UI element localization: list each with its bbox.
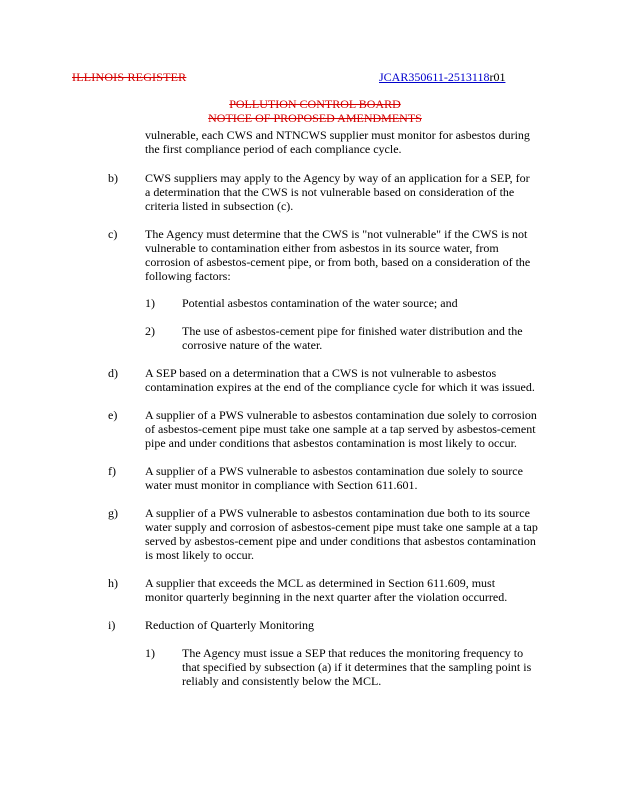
item-e-line-3: pipe and under conditions that asbestos contamination is most likely to occur. [145,436,517,450]
jcar-code: JCAR350611-2513118 [379,70,490,84]
item-g-label: g) [108,506,118,520]
item-c-line-3: corrosion of asbestos-cement pipe, or from both, based on a consideration of the [145,255,531,269]
item-c-line-1: The Agency must determine that the CWS is "not vulnerable" if the CWS is not [145,227,528,241]
jcar-suffix: r01 [489,70,506,84]
jcar-code-header [379,70,505,85]
item-d-label: d) [108,366,118,380]
item-h-label: h) [108,576,118,590]
item-g-line-3: served by asbestos-cement pipe and under conditions that asbestos contamination [145,534,536,548]
item-b-line-2: a determination that the CWS is not vulnerable based on consideration of the [145,185,515,199]
item-b-label: b) [108,171,118,185]
item-g-line-4: is most likely to occur. [145,548,254,562]
item-c2-line-2: corrosive nature of the water. [182,338,323,352]
item-c-line-2: vulnerable to contamination either from asbestos in its source water, from [145,241,499,255]
item-d-line-2: contamination expires at the end of the compliance cycle for which it was issued. [145,380,535,394]
item-h-line-2: monitor quarterly beginning in the next quarter after the violation occurred. [145,590,508,604]
item-h-line-1: A supplier that exceeds the MCL as determined in Section 611.609, must [145,576,496,590]
item-f-line-1: A supplier of a PWS vulnerable to asbestos contamination due solely to source [145,464,523,478]
item-e-label: e) [108,408,118,422]
item-g-line-1: A supplier of a PWS vulnerable to asbestos contamination due both to its source [145,506,530,520]
item-i1-line-3: reliably and consistently below the MCL. [182,674,382,688]
item-c-line-4: following factors: [145,269,231,283]
item-g-line-2: water supply and corrosion of asbestos-cement pipe must take one sample at a tap [145,520,538,534]
item-b-line-3: criteria listed in subsection (c). [145,199,294,213]
item-f-label: f) [108,464,116,478]
register-header: ILLINOIS REGISTER [72,70,187,84]
item-b-line-1: CWS suppliers may apply to the Agency by way of an application for a SEP, for [145,171,530,185]
item-i1-label: 1) [145,646,155,660]
item-f-line-2: water must monitor in compliance with Section 611.601. [145,478,418,492]
continuation-line-2: the first compliance period of each compliance cycle. [145,142,402,156]
item-i-line-1: Reduction of Quarterly Monitoring [145,618,314,632]
item-i1-line-2: that specified by subsection (a) if it determines that the sampling point is [182,660,532,674]
board-title: POLLUTION CONTROL BOARD [229,97,401,111]
item-c1-line-1: Potential asbestos contamination of the water source; and [182,296,458,310]
item-i1-line-1: The Agency must issue a SEP that reduces the monitoring frequency to [182,646,524,660]
item-i-label: i) [108,618,116,632]
item-c2-label: 2) [145,324,155,338]
item-e-line-2: of asbestos-cement pipe must take one sample at a tap served by asbestos-cement [145,422,536,436]
item-c2-line-1: The use of asbestos-cement pipe for finished water distribution and the [182,324,523,338]
item-d-line-1: A SEP based on a determination that a CWS is not vulnerable to asbestos [145,366,497,380]
continuation-line-1: vulnerable, each CWS and NTNCWS supplier must monitor for asbestos during [145,128,530,142]
item-e-line-1: A supplier of a PWS vulnerable to asbestos contamination due solely to corrosion [145,408,537,422]
item-c-label: c) [108,227,118,241]
notice-title: NOTICE OF PROPOSED AMENDMENTS [208,111,422,125]
item-c1-label: 1) [145,296,155,310]
